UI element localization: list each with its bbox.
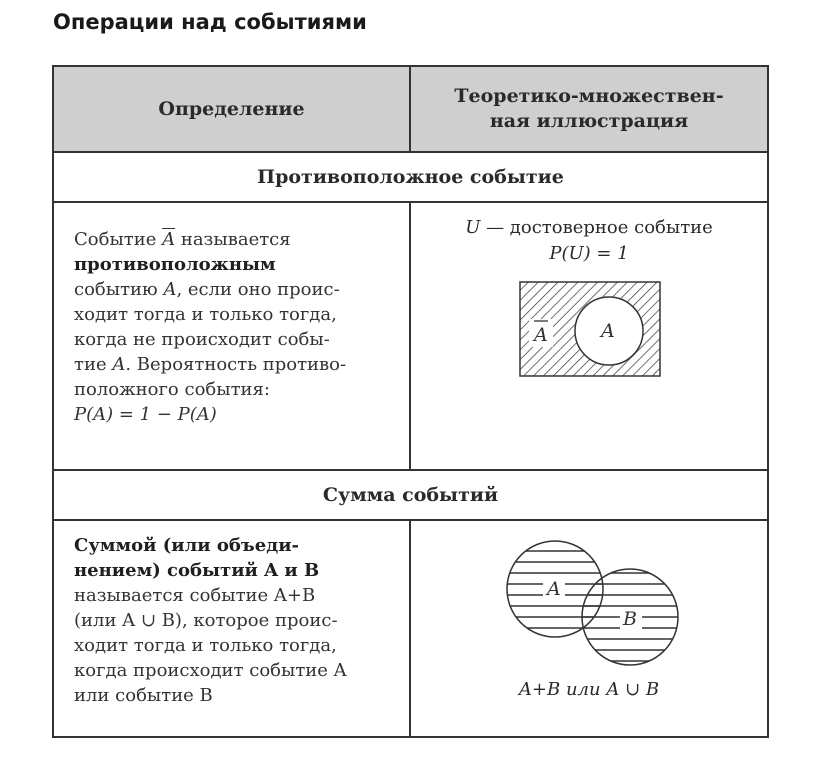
header-illustration-line1: Теоретико-множествен-	[454, 85, 724, 107]
sum-illustration	[411, 521, 767, 738]
header-definition: Определение	[158, 97, 305, 120]
section-title-sum: Сумма событий	[54, 471, 767, 521]
sum-row	[54, 521, 767, 738]
operations-table	[52, 65, 769, 738]
page-title: Операции над событиями	[53, 10, 367, 34]
sum-venn-diagram	[505, 539, 681, 667]
section-title-complement: Противоположное событие	[54, 153, 767, 203]
term-opposite: противоположным	[74, 254, 276, 275]
label-a: A	[601, 320, 615, 342]
label-sum-a: A	[547, 578, 561, 600]
complement-definition: Событие $\overline{A}$ называется противоположным событию A, если оно проис- ходит тогда и только тогда, когда не происходит собы- тие A. Вероятность противо- положного события: P(A) = 1 − P(A)	[54, 203, 409, 469]
header-illustration	[411, 67, 767, 151]
label-not-a: A	[534, 324, 548, 346]
complement-formula: P(A) = 1 − P(A)	[74, 404, 217, 425]
header-illustration-line2: ная иллюстрация	[489, 110, 689, 132]
sum-definition: Суммой (или объеди- нением) событий A и B называется событие A+B (или A ∪ B), которое проис- ходит тогда и только тогда, когда происходит событие A или событие B	[74, 535, 347, 706]
label-sum-b: B	[623, 608, 637, 630]
complement-illustration: U — достоверное событие P(U) = 1 A A	[411, 203, 767, 469]
complement-venn-diagram	[519, 281, 661, 379]
sum-caption: A+B или A ∪ B	[518, 679, 660, 700]
table-header-row	[54, 67, 767, 153]
complement-row	[54, 203, 767, 471]
